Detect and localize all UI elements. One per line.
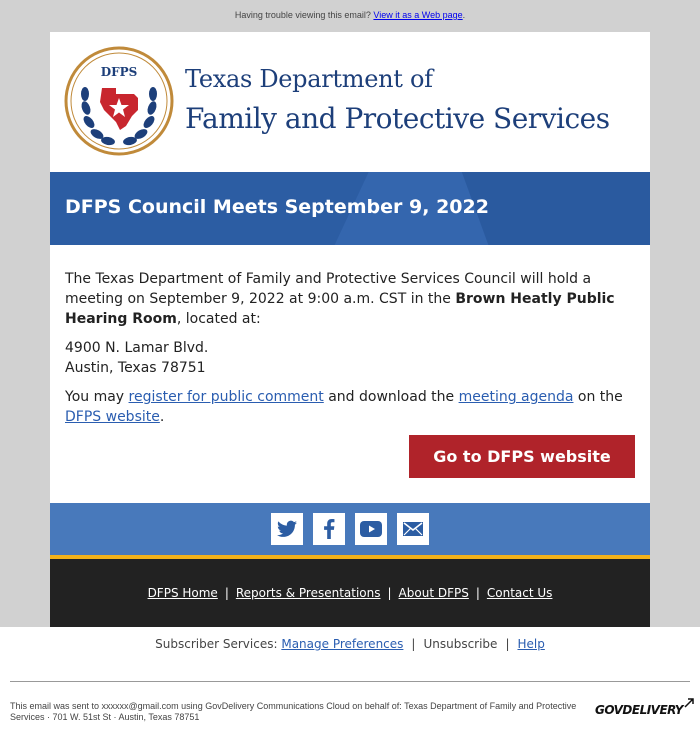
register-public-comment-link[interactable]: register for public comment — [128, 389, 324, 405]
facebook-icon — [323, 519, 335, 539]
footer-link-about[interactable]: About DFPS — [398, 586, 469, 600]
preheader: Having trouble viewing this email? View it as a Web page. — [234, 10, 466, 20]
govdelivery-mark-icon — [684, 698, 694, 708]
dfps-website-link[interactable]: DFPS website — [65, 409, 160, 425]
twitter-icon — [277, 520, 297, 538]
title-banner — [50, 172, 650, 245]
footer-link-reports[interactable]: Reports & Presentations — [235, 586, 381, 600]
footer-nav: DFPS Home | Reports & Presentations | About DFPS | Contact Us — [50, 559, 650, 627]
address-block — [65, 338, 635, 378]
email-title: DFPS Council Meets September 9, 2022 — [65, 196, 489, 218]
unsubscribe-link[interactable]: Unsubscribe — [423, 637, 498, 651]
address-line2: Austin, Texas 78751 — [65, 360, 206, 376]
venue-name: Brown Heatly Public Hearing Room — [65, 291, 615, 327]
intro-paragraph: The Texas Department of Family and Protective Services Council will hold a meeting on September 9, 2022 at 9:00 a.m. CST in the Brown Heatly Public Hearing Room, located at: — [65, 271, 615, 327]
footer-link-contact[interactable]: Contact Us — [486, 586, 553, 600]
twitter-button[interactable] — [271, 513, 303, 545]
links-paragraph: You may register for public comment and download the meeting agenda on the DFPS website. — [65, 389, 623, 425]
go-to-website-button[interactable]: Go to DFPS website — [409, 435, 635, 478]
dfps-seal-icon — [64, 46, 174, 156]
divider — [10, 681, 690, 682]
facebook-button[interactable] — [313, 513, 345, 545]
meeting-agenda-link[interactable]: meeting agenda — [458, 389, 574, 405]
subscriber-label: Subscriber Services: — [155, 637, 278, 651]
footer-link-dfps-home[interactable]: DFPS Home — [147, 586, 218, 600]
legal-text: This email was sent to xxxxxx@gmail.com using GovDelivery Communications Cloud on behalf of: Texas Department of Family and Protective Services · 701 W. 51st St · Austin, Texas 78751 — [10, 701, 577, 722]
header-logo — [50, 32, 650, 172]
agency-name-line1: Texas Department of — [185, 65, 433, 93]
view-web-page-link[interactable]: View it as a Web page — [373, 10, 463, 20]
email-button[interactable] — [397, 513, 429, 545]
seal-text: DFPS — [100, 65, 138, 79]
email-icon — [403, 522, 423, 536]
email-card — [50, 32, 650, 627]
manage-preferences-link[interactable]: Manage Preferences — [281, 637, 404, 651]
address-line1: 4900 N. Lamar Blvd. — [65, 340, 209, 356]
agency-name-line2: Family and Protective Services — [185, 102, 610, 135]
youtube-icon — [360, 521, 382, 537]
help-link[interactable]: Help — [517, 637, 545, 651]
govdelivery-logo: GOVDELIVERY — [595, 703, 693, 717]
preheader-text: Having trouble viewing this email? — [234, 10, 371, 20]
email-body — [65, 269, 635, 436]
social-bar — [50, 503, 650, 559]
subscriber-services: Subscriber Services: Manage Preferences | Unsubscribe | Help — [155, 637, 545, 651]
youtube-button[interactable] — [355, 513, 387, 545]
